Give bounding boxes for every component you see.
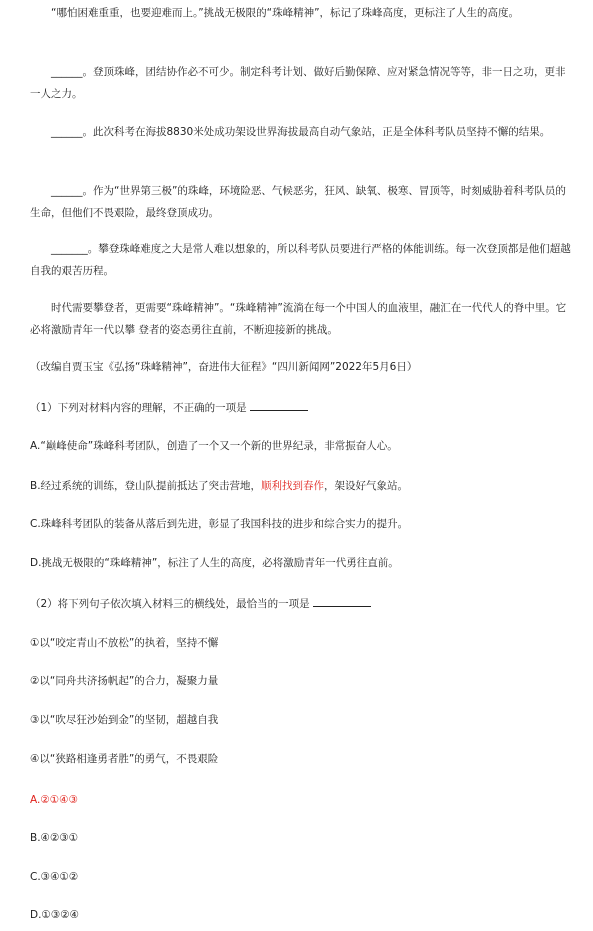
q2-sentence-1: ①以“咬定青山不放松”的执着，坚持不懈 xyxy=(30,637,219,649)
q2-option-b: B.④②③① xyxy=(30,832,79,844)
q2-sentence-4: ④以“狭路相逢勇者胜”的勇气，不畏艰险 xyxy=(30,753,219,765)
passage-paragraph-6: 时代需要攀登者，更需要“珠峰精神”。“珠峰精神”流淌在每一个中国人的血液里，融汇在一代代人的脊中里。它必将激励青年一代以攀 登者的姿态勇往直前，不断迎接新的挑战。 xyxy=(30,302,567,336)
answer-blank xyxy=(250,398,308,411)
q1-option-b-text-end: ，架设好气象站。 xyxy=(324,480,409,492)
q2-sentence-3: ③以“吹尽狂沙始到金”的坚韧，超越自我 xyxy=(30,714,219,726)
passage-paragraph-3: ______。此次科考在海拔8830米处成功架设世界海拔最高自动气象站，正是全体科考队员坚持不懈的结果。 xyxy=(51,126,551,138)
passage-paragraph-4: ______。作为“世界第三极”的珠峰，环境险恶、气候恶劣，狂风、缺氧、极寒、冒顶等，时刻威胁着科考队员的生命，但他们不畏艰险，最终登顶成功。 xyxy=(30,185,566,219)
answer-blank xyxy=(313,594,371,607)
passage-paragraph-5: _______。攀登珠峰难度之大是常人难以想象的，所以科考队员要进行严格的体能训练。每一次登顶都是他们超越自我的艰苦历程。 xyxy=(30,243,571,277)
q1-option-c: C.珠峰科考团队的装备从落后到先进，彰显了我国科技的进步和综合实力的提升。 xyxy=(30,518,409,530)
q2-sentence-2: ②以“同舟共济扬帆起”的合力，凝聚力量 xyxy=(30,675,219,687)
question-2-stem-text: （2）将下列句子依次填入材料三的横线处，最恰当的一项是 xyxy=(30,598,310,610)
q2-option-d: D.①③②④ xyxy=(30,909,80,921)
passage-paragraph-1: “哪怕困难重重，也要迎难而上。”挑战无极限的“珠峰精神”，标记了珠峰高度，更标注了人生的高度。 xyxy=(51,7,520,19)
q1-option-d: D.挑战无极限的“珠峰精神”，标注了人生的高度，必将激励青年一代勇往直前。 xyxy=(30,557,399,569)
passage-paragraph-2: ______。登顶珠峰，团结协作必不可少。制定科考计划、做好后勤保障、应对紧急情况等等，非一日之功，更非一人之力。 xyxy=(30,66,566,100)
question-2-stem xyxy=(30,593,571,615)
q1-option-b-highlight: 顺利找到春作 xyxy=(261,480,325,492)
q2-option-a: A.②①④③ xyxy=(30,794,78,806)
q2-option-c: C.③④①② xyxy=(30,871,79,883)
passage-source: （改编自贾玉宝《弘扬“珠峰精神”，奋进伟大征程》“四川新闻网”2022年5月6日） xyxy=(30,361,418,373)
q1-option-b xyxy=(30,475,571,497)
q1-option-a: A.“巅峰使命”珠峰科考团队，创造了一个又一个新的世界纪录，非常振奋人心。 xyxy=(30,440,398,452)
question-1-stem xyxy=(30,397,571,419)
question-1-stem-text: （1）下列对材料内容的理解，不正确的一项是 xyxy=(30,402,247,414)
q1-option-b-text: B.经过系统的训练，登山队提前抵达了突击营地， xyxy=(30,480,262,492)
